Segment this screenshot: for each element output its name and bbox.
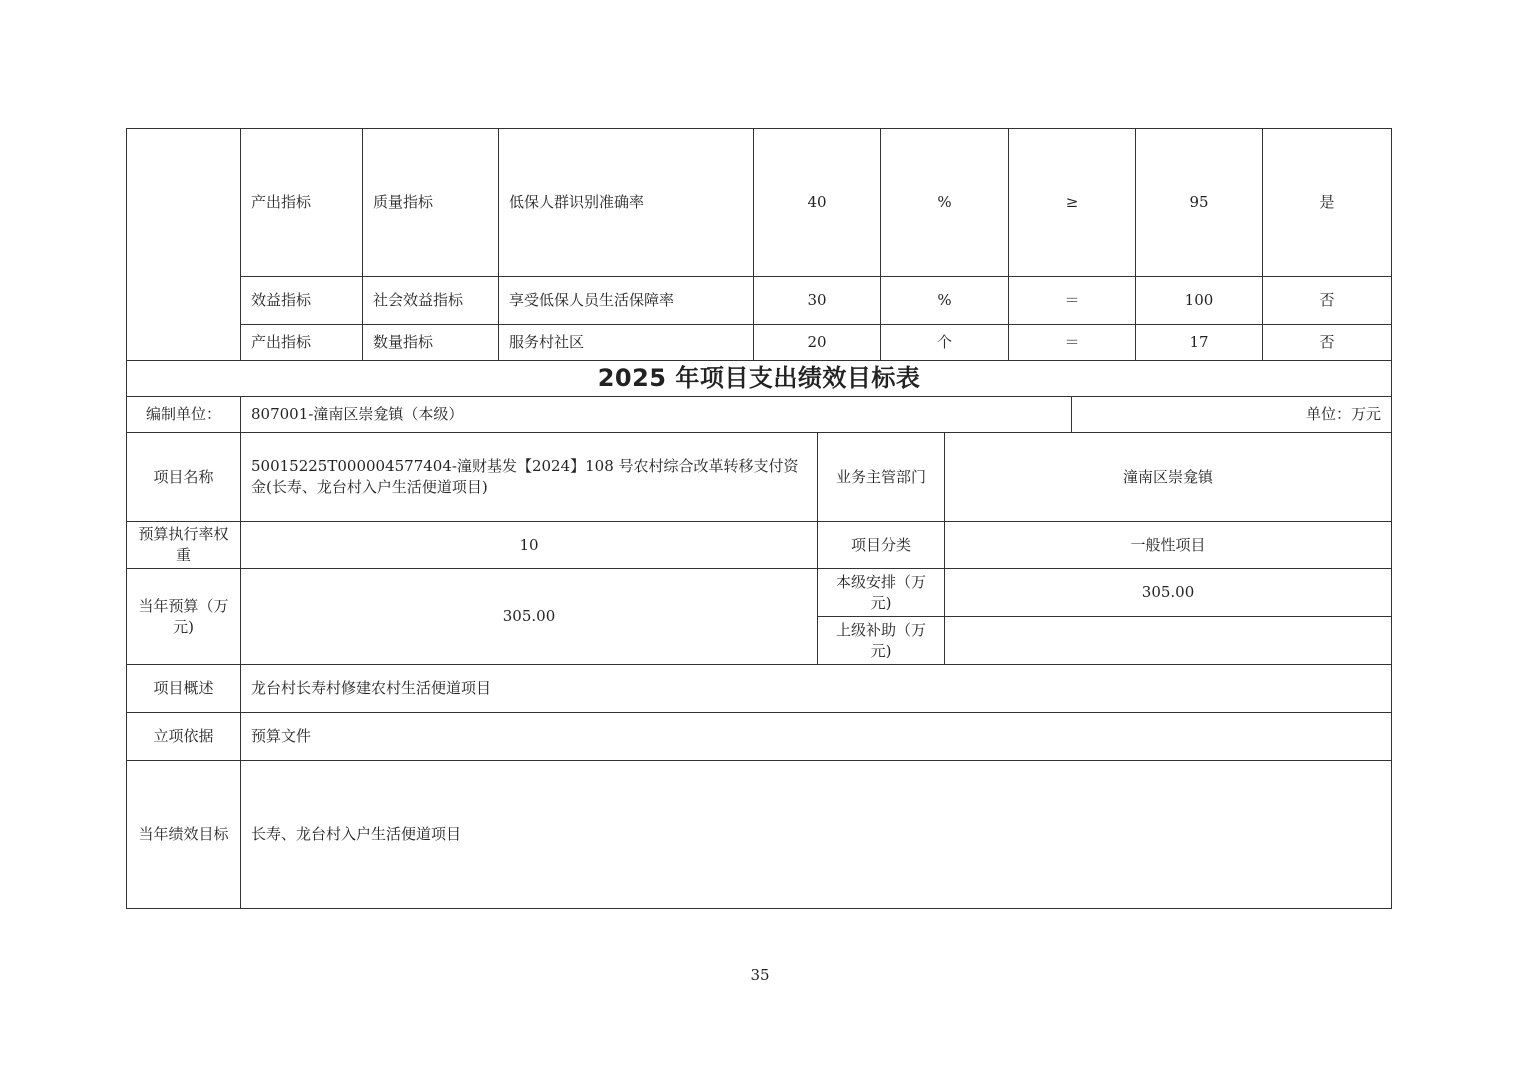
unit-cell: % xyxy=(881,129,1009,277)
summary-row xyxy=(127,665,1392,713)
dept-label: 业务主管部门 xyxy=(818,433,945,522)
level1-cell: 效益指标 xyxy=(241,277,363,325)
budget-label: 当年预算（万元) xyxy=(127,569,241,665)
goal-value: 长寿、龙台村入户生活便道项目 xyxy=(241,761,1392,909)
level2-cell: 社会效益指标 xyxy=(363,277,499,325)
exec-weight-row xyxy=(127,522,1392,569)
org-label: 编制单位： xyxy=(127,397,241,433)
weight-cell: 20 xyxy=(754,325,881,361)
exec-weight-value: 10 xyxy=(241,522,818,569)
merged-blank-cell xyxy=(127,129,241,361)
indicator-row xyxy=(127,325,1392,361)
budget-value: 305.00 xyxy=(241,569,818,665)
level1-cell: 产出指标 xyxy=(241,129,363,277)
indicator-name-cell: 服务村社区 xyxy=(499,325,754,361)
dept-value: 潼南区崇龛镇 xyxy=(945,433,1392,522)
core-cell: 否 xyxy=(1263,325,1392,361)
local-value: 305.00 xyxy=(945,569,1392,617)
local-label: 本级安排（万元) xyxy=(818,569,945,617)
summary-value: 龙台村长寿村修建农村生活便道项目 xyxy=(241,665,1392,713)
indicator-name-cell: 低保人群识别准确率 xyxy=(499,129,754,277)
basis-value: 预算文件 xyxy=(241,713,1392,761)
target-cell: 95 xyxy=(1136,129,1263,277)
category-value: 一般性项目 xyxy=(945,522,1392,569)
project-name-label: 项目名称 xyxy=(127,433,241,522)
weight-cell: 40 xyxy=(754,129,881,277)
goal-label: 当年绩效目标 xyxy=(127,761,241,909)
title-row xyxy=(127,361,1392,397)
org-row xyxy=(127,397,1392,433)
target-cell: 100 xyxy=(1136,277,1263,325)
category-label: 项目分类 xyxy=(818,522,945,569)
project-name-row xyxy=(127,433,1392,522)
basis-label: 立项依据 xyxy=(127,713,241,761)
indicator-name-cell: 享受低保人员生活保障率 xyxy=(499,277,754,325)
goal-row xyxy=(127,761,1392,909)
operator-cell: ＝ xyxy=(1009,277,1136,325)
org-value: 807001-潼南区崇龛镇（本级） xyxy=(241,397,1072,433)
unit-text: 单位：万元 xyxy=(1072,397,1392,433)
indicator-table xyxy=(126,128,1392,361)
form-title: 2025 年项目支出绩效目标表 xyxy=(127,361,1392,397)
level2-cell: 数量指标 xyxy=(363,325,499,361)
unit-cell: % xyxy=(881,277,1009,325)
operator-cell: ≥ xyxy=(1009,129,1136,277)
core-cell: 否 xyxy=(1263,277,1392,325)
unit-cell: 个 xyxy=(881,325,1009,361)
summary-label: 项目概述 xyxy=(127,665,241,713)
upper-label: 上级补助（万元) xyxy=(818,617,945,665)
weight-cell: 30 xyxy=(754,277,881,325)
exec-weight-label: 预算执行率权重 xyxy=(127,522,241,569)
core-cell: 是 xyxy=(1263,129,1392,277)
operator-cell: ＝ xyxy=(1009,325,1136,361)
page-number: 35 xyxy=(750,966,770,984)
performance-form-table xyxy=(126,360,1392,909)
budget-row xyxy=(127,569,1392,617)
indicator-row xyxy=(127,277,1392,325)
project-name-value: 50015225T000004577404-潼财基发【2024】108 号农村综合改革转移支付资金(长寿、龙台村入户生活便道项目) xyxy=(241,433,818,522)
upper-value xyxy=(945,617,1392,665)
level2-cell: 质量指标 xyxy=(363,129,499,277)
level1-cell: 产出指标 xyxy=(241,325,363,361)
basis-row xyxy=(127,713,1392,761)
indicator-row xyxy=(127,129,1392,277)
target-cell: 17 xyxy=(1136,325,1263,361)
